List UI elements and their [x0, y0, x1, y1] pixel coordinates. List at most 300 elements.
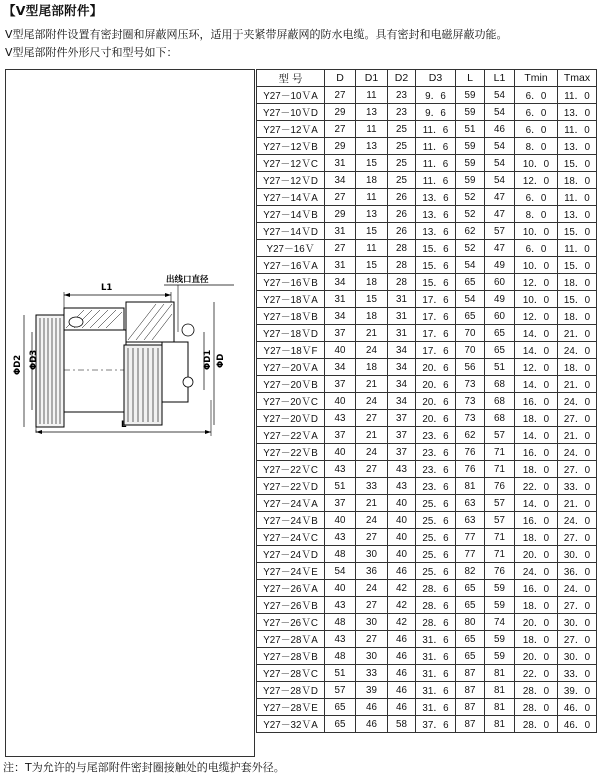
model-cell: Y27－20ＶA — [257, 359, 325, 376]
value-cell: 46 — [388, 563, 416, 580]
value-cell: 57 — [485, 495, 515, 512]
model-cell: Y27－22ＶA — [257, 427, 325, 444]
table-body — [257, 87, 597, 733]
model-cell: Y27－18ＶA — [257, 291, 325, 308]
model-cell: Y27－26ＶC — [257, 614, 325, 631]
value-cell: 15．0 — [558, 223, 597, 240]
value-cell: 27 — [325, 189, 356, 206]
value-cell: 71 — [485, 444, 515, 461]
value-cell: 59 — [456, 104, 485, 121]
model-cell: Y27－22ＶD — [257, 478, 325, 495]
table-row — [257, 716, 597, 733]
value-cell: 87 — [456, 665, 485, 682]
value-cell: 65 — [456, 648, 485, 665]
value-cell: 54 — [485, 87, 515, 104]
value-cell: 65 — [456, 274, 485, 291]
value-cell: 17．6 — [416, 325, 456, 342]
value-cell: 54 — [456, 257, 485, 274]
model-cell: Y27－32ＶA — [257, 716, 325, 733]
model-cell: Y27－28ＶB — [257, 648, 325, 665]
table-row — [257, 699, 597, 716]
value-cell: 25．6 — [416, 563, 456, 580]
value-cell: 28 — [388, 274, 416, 291]
value-cell: 14．0 — [515, 376, 558, 393]
model-cell: Y27－12ＶD — [257, 172, 325, 189]
value-cell: 76 — [456, 444, 485, 461]
value-cell: 40 — [388, 495, 416, 512]
value-cell: 30 — [356, 648, 388, 665]
value-cell: 21 — [356, 495, 388, 512]
value-cell: 34 — [325, 172, 356, 189]
value-cell: 65 — [325, 716, 356, 733]
value-cell: 23．6 — [416, 478, 456, 495]
value-cell: 21．0 — [558, 376, 597, 393]
model-cell: Y27－28ＶE — [257, 699, 325, 716]
table-row — [257, 308, 597, 325]
value-cell: 37 — [325, 495, 356, 512]
value-cell: 68 — [485, 410, 515, 427]
value-cell: 24 — [356, 444, 388, 461]
value-cell: 28．6 — [416, 597, 456, 614]
value-cell: 87 — [456, 682, 485, 699]
header-Tmax: Tmax — [558, 70, 597, 87]
value-cell: 28．6 — [416, 580, 456, 597]
value-cell: 24．0 — [558, 444, 597, 461]
value-cell: 65 — [325, 699, 356, 716]
value-cell: 76 — [485, 478, 515, 495]
value-cell: 15．6 — [416, 274, 456, 291]
value-cell: 26 — [388, 223, 416, 240]
value-cell: 15 — [356, 223, 388, 240]
value-cell: 12．0 — [515, 308, 558, 325]
value-cell: 31 — [388, 325, 416, 342]
value-cell: 31 — [325, 155, 356, 172]
value-cell: 52 — [456, 189, 485, 206]
value-cell: 18．0 — [515, 597, 558, 614]
table-row — [257, 87, 597, 104]
value-cell: 17．6 — [416, 291, 456, 308]
value-cell: 18．0 — [515, 631, 558, 648]
value-cell: 74 — [485, 614, 515, 631]
value-cell: 46．0 — [558, 699, 597, 716]
value-cell: 9．6 — [416, 104, 456, 121]
dimension-D2-label: ΦD2 — [13, 354, 23, 375]
value-cell: 58 — [388, 716, 416, 733]
value-cell: 13 — [356, 138, 388, 155]
value-cell: 76 — [456, 461, 485, 478]
value-cell: 46．0 — [558, 716, 597, 733]
table-row — [257, 665, 597, 682]
value-cell: 49 — [485, 257, 515, 274]
value-cell: 48 — [325, 648, 356, 665]
value-cell: 14．0 — [515, 325, 558, 342]
value-cell: 15．0 — [558, 155, 597, 172]
value-cell: 6．0 — [515, 189, 558, 206]
header-D2: D2 — [388, 70, 416, 87]
value-cell: 40 — [325, 444, 356, 461]
value-cell: 63 — [456, 512, 485, 529]
value-cell: 8．0 — [515, 206, 558, 223]
value-cell: 40 — [388, 546, 416, 563]
value-cell: 20．6 — [416, 393, 456, 410]
value-cell: 65 — [485, 325, 515, 342]
dimension-D3-label: ΦD3 — [29, 349, 39, 370]
model-cell: Y27－16Ｖ — [257, 240, 325, 257]
value-cell: 27．0 — [558, 461, 597, 478]
value-cell: 54 — [485, 104, 515, 121]
header-Tmin: Tmin — [515, 70, 558, 87]
value-cell: 15．6 — [416, 240, 456, 257]
value-cell: 70 — [456, 342, 485, 359]
value-cell: 10．0 — [515, 257, 558, 274]
value-cell: 37 — [388, 410, 416, 427]
value-cell: 51 — [456, 121, 485, 138]
value-cell: 42 — [388, 580, 416, 597]
table-row — [257, 342, 597, 359]
value-cell: 56 — [456, 359, 485, 376]
model-cell: Y27－24ＶD — [257, 546, 325, 563]
value-cell: 20．0 — [515, 546, 558, 563]
table-row — [257, 461, 597, 478]
table-row — [257, 189, 597, 206]
value-cell: 43 — [388, 478, 416, 495]
table-row — [257, 427, 597, 444]
value-cell: 31 — [325, 291, 356, 308]
value-cell: 49 — [485, 291, 515, 308]
value-cell: 65 — [485, 342, 515, 359]
value-cell: 34 — [325, 359, 356, 376]
model-cell: Y27－12ＶB — [257, 138, 325, 155]
model-cell: Y27－10ＶD — [257, 104, 325, 121]
value-cell: 40 — [325, 512, 356, 529]
value-cell: 46 — [388, 648, 416, 665]
table-row — [257, 393, 597, 410]
value-cell: 40 — [388, 529, 416, 546]
model-cell: Y27－26ＶB — [257, 597, 325, 614]
value-cell: 63 — [456, 495, 485, 512]
value-cell: 17．6 — [416, 308, 456, 325]
value-cell: 14．0 — [515, 427, 558, 444]
value-cell: 43 — [325, 631, 356, 648]
model-cell: Y27－28ＶD — [257, 682, 325, 699]
value-cell: 27 — [356, 631, 388, 648]
value-cell: 25．6 — [416, 512, 456, 529]
value-cell: 25 — [388, 138, 416, 155]
value-cell: 59 — [485, 631, 515, 648]
value-cell: 34 — [325, 274, 356, 291]
value-cell: 59 — [485, 648, 515, 665]
value-cell: 18．0 — [558, 308, 597, 325]
model-cell: Y27－14ＶD — [257, 223, 325, 240]
value-cell: 11 — [356, 240, 388, 257]
value-cell: 65 — [456, 597, 485, 614]
value-cell: 60 — [485, 308, 515, 325]
value-cell: 81 — [485, 665, 515, 682]
value-cell: 11．0 — [558, 87, 597, 104]
value-cell: 30 — [356, 546, 388, 563]
value-cell: 51 — [325, 478, 356, 495]
value-cell: 11 — [356, 87, 388, 104]
value-cell: 18．0 — [515, 410, 558, 427]
table-row — [257, 291, 597, 308]
value-cell: 13．6 — [416, 223, 456, 240]
value-cell: 18．0 — [558, 359, 597, 376]
value-cell: 62 — [456, 223, 485, 240]
table-row — [257, 580, 597, 597]
value-cell: 43 — [325, 597, 356, 614]
value-cell: 28 — [388, 257, 416, 274]
value-cell: 33 — [356, 665, 388, 682]
value-cell: 16．0 — [515, 580, 558, 597]
model-dimension-table — [256, 69, 597, 733]
value-cell: 20．6 — [416, 359, 456, 376]
table-row — [257, 359, 597, 376]
value-cell: 43 — [325, 461, 356, 478]
value-cell: 24 — [356, 393, 388, 410]
value-cell: 17．6 — [416, 342, 456, 359]
value-cell: 46 — [388, 665, 416, 682]
model-cell: Y27－26ＶA — [257, 580, 325, 597]
value-cell: 13 — [356, 206, 388, 223]
table-row — [257, 478, 597, 495]
value-cell: 40 — [325, 580, 356, 597]
value-cell: 13．6 — [416, 189, 456, 206]
value-cell: 11．6 — [416, 138, 456, 155]
dimension-D1-label: ΦD1 — [203, 349, 213, 370]
model-cell: Y27－20ＶB — [257, 376, 325, 393]
value-cell: 47 — [485, 240, 515, 257]
model-cell: Y27－20ＶC — [257, 393, 325, 410]
value-cell: 9．6 — [416, 87, 456, 104]
value-cell: 48 — [325, 546, 356, 563]
description-line-1: V型尾部附件设置有密封圈和屏蔽网压环，适用于夹紧带屏蔽网的防水电缆。具有密封和电磁屏蔽功能。 — [5, 28, 508, 41]
value-cell: 31．6 — [416, 699, 456, 716]
value-cell: 42 — [388, 597, 416, 614]
model-cell: Y27－22ＶC — [257, 461, 325, 478]
value-cell: 23．6 — [416, 427, 456, 444]
value-cell: 48 — [325, 614, 356, 631]
header-L1: L1 — [485, 70, 515, 87]
value-cell: 54 — [485, 138, 515, 155]
value-cell: 11．0 — [558, 121, 597, 138]
value-cell: 65 — [456, 631, 485, 648]
value-cell: 18．0 — [515, 461, 558, 478]
value-cell: 25 — [388, 121, 416, 138]
value-cell: 16．0 — [515, 393, 558, 410]
value-cell: 6．0 — [515, 104, 558, 121]
value-cell: 12．0 — [515, 359, 558, 376]
value-cell: 37．6 — [416, 716, 456, 733]
value-cell: 68 — [485, 376, 515, 393]
value-cell: 24 — [356, 512, 388, 529]
header-L: L — [456, 70, 485, 87]
value-cell: 13．0 — [558, 206, 597, 223]
value-cell: 33．0 — [558, 478, 597, 495]
header-model: 型 号 — [257, 70, 325, 87]
value-cell: 27．0 — [558, 631, 597, 648]
header-D1: D1 — [356, 70, 388, 87]
value-cell: 27．0 — [558, 597, 597, 614]
value-cell: 34 — [388, 376, 416, 393]
table-row — [257, 138, 597, 155]
value-cell: 47 — [485, 206, 515, 223]
value-cell: 57 — [485, 223, 515, 240]
value-cell: 26 — [388, 206, 416, 223]
value-cell: 80 — [456, 614, 485, 631]
value-cell: 70 — [456, 325, 485, 342]
table-row — [257, 614, 597, 631]
value-cell: 68 — [485, 393, 515, 410]
table-row — [257, 648, 597, 665]
value-cell: 34 — [388, 359, 416, 376]
model-cell: Y27－12ＶA — [257, 121, 325, 138]
value-cell: 43 — [325, 529, 356, 546]
value-cell: 31 — [388, 308, 416, 325]
value-cell: 37 — [325, 325, 356, 342]
outlet-diameter-label: 出线口直径 — [166, 275, 209, 285]
value-cell: 37 — [325, 427, 356, 444]
value-cell: 30 — [356, 614, 388, 631]
value-cell: 28 — [388, 240, 416, 257]
model-cell: Y27－28ＶA — [257, 631, 325, 648]
value-cell: 29 — [325, 206, 356, 223]
value-cell: 27 — [325, 121, 356, 138]
model-cell: Y27－10ＶA — [257, 87, 325, 104]
value-cell: 46 — [388, 682, 416, 699]
value-cell: 77 — [456, 546, 485, 563]
value-cell: 11 — [356, 189, 388, 206]
value-cell: 87 — [456, 699, 485, 716]
value-cell: 25 — [388, 172, 416, 189]
value-cell: 30．0 — [558, 614, 597, 631]
value-cell: 10．0 — [515, 223, 558, 240]
model-cell: Y27－12ＶC — [257, 155, 325, 172]
table-row — [257, 104, 597, 121]
value-cell: 27 — [356, 410, 388, 427]
table-row — [257, 325, 597, 342]
value-cell: 18 — [356, 172, 388, 189]
value-cell: 31．6 — [416, 631, 456, 648]
value-cell: 81 — [485, 716, 515, 733]
value-cell: 6．0 — [515, 87, 558, 104]
value-cell: 31．6 — [416, 682, 456, 699]
value-cell: 59 — [456, 155, 485, 172]
value-cell: 23．6 — [416, 444, 456, 461]
value-cell: 39．0 — [558, 682, 597, 699]
table-row — [257, 444, 597, 461]
value-cell: 30．0 — [558, 648, 597, 665]
table-header-row — [257, 70, 597, 87]
value-cell: 46 — [388, 631, 416, 648]
value-cell: 40 — [325, 342, 356, 359]
value-cell: 23．6 — [416, 461, 456, 478]
value-cell: 31．6 — [416, 665, 456, 682]
value-cell: 81 — [485, 699, 515, 716]
value-cell: 43 — [388, 461, 416, 478]
value-cell: 47 — [485, 189, 515, 206]
value-cell: 43 — [325, 410, 356, 427]
value-cell: 73 — [456, 376, 485, 393]
value-cell: 20．0 — [515, 648, 558, 665]
value-cell: 23 — [388, 87, 416, 104]
value-cell: 15 — [356, 155, 388, 172]
value-cell: 31．6 — [416, 648, 456, 665]
table-row — [257, 631, 597, 648]
value-cell: 76 — [485, 563, 515, 580]
value-cell: 46 — [356, 699, 388, 716]
value-cell: 18．0 — [558, 172, 597, 189]
value-cell: 31 — [325, 223, 356, 240]
value-cell: 34 — [325, 308, 356, 325]
value-cell: 11．6 — [416, 121, 456, 138]
value-cell: 40 — [325, 393, 356, 410]
value-cell: 13 — [356, 104, 388, 121]
value-cell: 28．6 — [416, 614, 456, 631]
table-row — [257, 155, 597, 172]
model-cell: Y27－24ＶB — [257, 512, 325, 529]
table-row — [257, 563, 597, 580]
value-cell: 29 — [325, 138, 356, 155]
value-cell: 40 — [388, 512, 416, 529]
value-cell: 24 — [356, 580, 388, 597]
value-cell: 21．0 — [558, 495, 597, 512]
model-cell: Y27－18ＶB — [257, 308, 325, 325]
value-cell: 42 — [388, 614, 416, 631]
dimension-L1-label: L1 — [101, 283, 113, 293]
value-cell: 51 — [485, 359, 515, 376]
value-cell: 36 — [356, 563, 388, 580]
value-cell: 20．6 — [416, 376, 456, 393]
value-cell: 15 — [356, 291, 388, 308]
value-cell: 54 — [456, 291, 485, 308]
model-cell: Y27－28ＶC — [257, 665, 325, 682]
table-row — [257, 597, 597, 614]
table-row — [257, 512, 597, 529]
value-cell: 60 — [485, 274, 515, 291]
value-cell: 23 — [388, 104, 416, 121]
header-D3: D3 — [416, 70, 456, 87]
value-cell: 27 — [325, 240, 356, 257]
model-cell: Y27－22ＶB — [257, 444, 325, 461]
value-cell: 24．0 — [515, 563, 558, 580]
value-cell: 14．0 — [515, 342, 558, 359]
section-title: 【V型尾部附件】 — [3, 3, 103, 18]
value-cell: 59 — [456, 87, 485, 104]
value-cell: 81 — [456, 478, 485, 495]
value-cell: 18．0 — [558, 274, 597, 291]
value-cell: 24．0 — [558, 512, 597, 529]
description-line-2: V型尾部附件外形尺寸和型号如下： — [5, 46, 178, 59]
model-cell: Y27－20ＶD — [257, 410, 325, 427]
value-cell: 11 — [356, 121, 388, 138]
value-cell: 59 — [456, 172, 485, 189]
value-cell: 12．0 — [515, 172, 558, 189]
value-cell: 57 — [485, 427, 515, 444]
model-cell: Y27－16ＶB — [257, 274, 325, 291]
table-row — [257, 682, 597, 699]
value-cell: 34 — [388, 393, 416, 410]
value-cell: 59 — [485, 580, 515, 597]
value-cell: 15 — [356, 257, 388, 274]
value-cell: 25．6 — [416, 495, 456, 512]
value-cell: 15．0 — [558, 291, 597, 308]
value-cell: 87 — [456, 716, 485, 733]
value-cell: 81 — [485, 682, 515, 699]
value-cell: 37 — [325, 376, 356, 393]
value-cell: 52 — [456, 240, 485, 257]
value-cell: 12．0 — [515, 274, 558, 291]
value-cell: 27 — [325, 87, 356, 104]
